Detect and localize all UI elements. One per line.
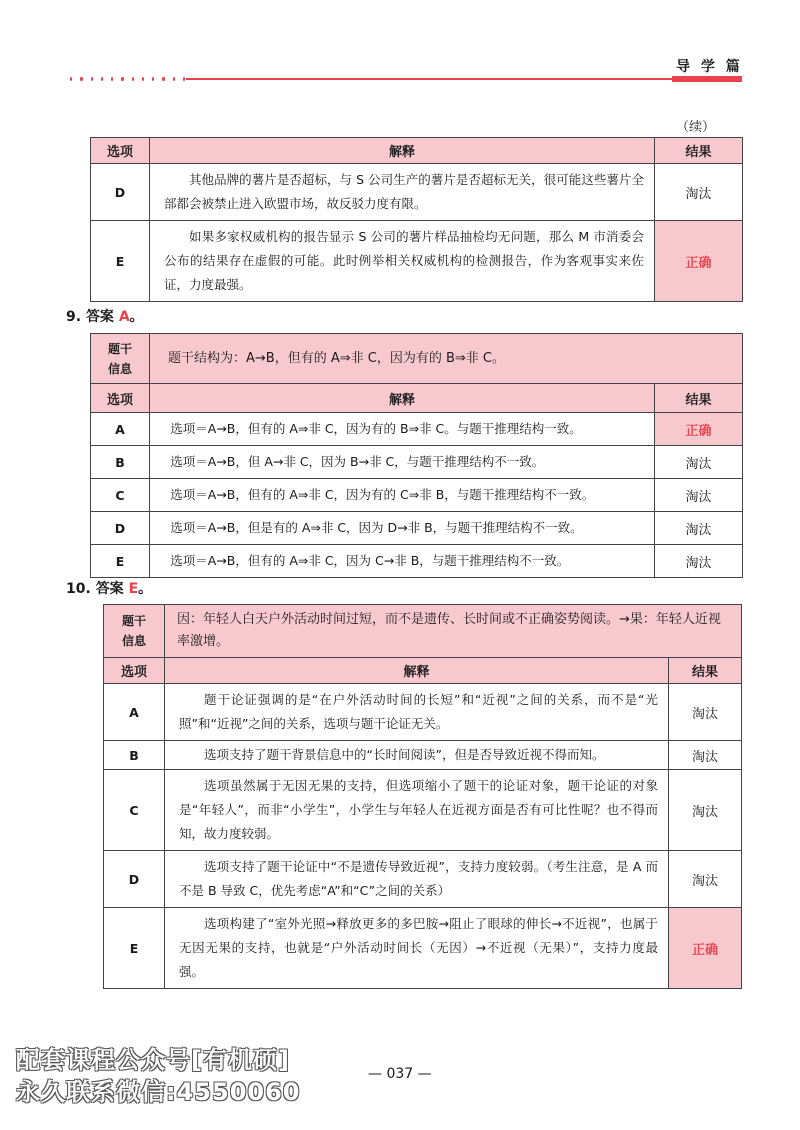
- row-option: E: [91, 221, 150, 302]
- header-rule: [186, 78, 674, 80]
- table-row: [91, 479, 743, 512]
- table-row: [104, 908, 742, 989]
- row-option: A: [91, 413, 150, 446]
- row-option: B: [91, 446, 150, 479]
- row-option: D: [91, 164, 150, 221]
- col-header-explanation: 解释: [165, 658, 669, 684]
- row-result: 淘汰: [655, 479, 743, 512]
- row-explanation: 选项＝A→B，但 A→非 C，因为 B→非 C，与题干推理结构不一致。: [150, 446, 655, 479]
- table-row: [91, 545, 743, 578]
- q9-table: [90, 333, 743, 578]
- q10-suffix: 。: [138, 581, 153, 597]
- table-row: [91, 413, 743, 446]
- stem-row: [91, 334, 743, 384]
- row-explanation: 如果多家权威机构的报告显示 S 公司的薯片样品抽检均无问题，那么 M 市消委会公布的结果存在虚假的可能。此时例举相关权威机构的检测报告，作为客观事实来佐证，力度最强。: [150, 221, 655, 302]
- row-result: 淘汰: [655, 512, 743, 545]
- table-row: [104, 770, 742, 851]
- table-row: [91, 221, 743, 302]
- table-row: [104, 851, 742, 908]
- table-row: [104, 684, 742, 741]
- row-explanation: 选项＝A→B，但有的 A⇒非 C，因为有的 B⇒非 C。与题干推理结构一致。: [150, 413, 655, 446]
- row-explanation: 选项虽然属于无因无果的支持，但选项缩小了题干的论证对象，题干论证的对象是“年轻人”，而非“小学生”，小学生与年轻人在近视方面是否有可比性呢？也不得而知，故力度较弱。: [165, 770, 669, 851]
- row-result-correct: 正确: [669, 908, 742, 989]
- col-header-explanation: 解释: [150, 384, 655, 413]
- row-option: D: [104, 851, 165, 908]
- row-option: B: [104, 741, 165, 770]
- stem-row: [104, 605, 742, 658]
- row-explanation: 选项＝A→B，但有的 A⇒非 C，因为有的 C⇒非 B，与题干推理结构不一致。: [150, 479, 655, 512]
- row-result: 淘汰: [655, 164, 743, 221]
- q10-prefix: 答案: [95, 581, 124, 597]
- table-header-row: [104, 658, 742, 684]
- stem-label: 题干信息: [91, 334, 150, 384]
- col-header-option: 选项: [91, 384, 150, 413]
- row-explanation: 选项支持了题干论证中“不是遗传导致近视”，支持力度较弱。（考生注意，是 A 而不是 B 导致 C，优先考虑“A”和“C”之间的关系）: [165, 851, 669, 908]
- watermark-line-1: 配套课程公众号[有机硕]: [16, 1046, 290, 1074]
- row-result-correct: 正确: [655, 413, 743, 446]
- row-explanation: 选项＝A→B，但是有的 A⇒非 C，因为 D→非 B，与题干推理结构不一致。: [150, 512, 655, 545]
- row-result: 淘汰: [655, 545, 743, 578]
- q9-number: 9.: [66, 309, 82, 325]
- row-option: E: [104, 908, 165, 989]
- col-header-result: 结果: [655, 138, 743, 164]
- stem-text: 题干结构为：A→B，但有的 A⇒非 C，因为有的 B⇒非 C。: [150, 334, 743, 384]
- stem-label: 题干信息: [104, 605, 165, 658]
- row-result: 淘汰: [669, 770, 742, 851]
- row-option: A: [104, 684, 165, 741]
- q10-number: 10.: [66, 581, 91, 597]
- table-row: [104, 741, 742, 770]
- table-header-row: [91, 138, 743, 164]
- q9-suffix: 。: [129, 309, 144, 325]
- row-result: 淘汰: [655, 446, 743, 479]
- page-number: — 037 —: [368, 1066, 432, 1082]
- row-explanation: 选项支持了题干背景信息中的“长时间阅读”，但是否导致近视不得而知。: [165, 741, 669, 770]
- row-explanation: 选项构建了“室外光照→释放更多的多巴胺→阻止了眼球的伸长→不近视”，也属于无因无果的支持，也就是“户外活动时间长（无因）→不近视（无果）”，支持力度最强。: [165, 908, 669, 989]
- col-header-option: 选项: [104, 658, 165, 684]
- header-accent-bar: [672, 76, 742, 82]
- row-result-correct: 正确: [655, 221, 743, 302]
- row-result: 淘汰: [669, 851, 742, 908]
- table-row: [91, 164, 743, 221]
- q10-answer-line: [66, 578, 152, 598]
- q10-table: [103, 604, 742, 989]
- row-explanation: 题干论证强调的是“在户外活动时间的长短”和“近视”之间的关系，而不是“光照”和“近视”之间的关系，选项与题干论证无关。: [165, 684, 669, 741]
- table-header-row: [91, 384, 743, 413]
- table-continued: [90, 137, 743, 302]
- q9-answer: A: [118, 309, 130, 325]
- row-option: D: [91, 512, 150, 545]
- q9-answer-line: [66, 306, 144, 326]
- continued-label: （续）: [676, 120, 716, 135]
- row-option: E: [91, 545, 150, 578]
- row-explanation: 选项＝A→B，但有的 A⇒非 C，因为 C→非 B，与题干推理结构不一致。: [150, 545, 655, 578]
- row-option: C: [91, 479, 150, 512]
- col-header-explanation: 解释: [150, 138, 655, 164]
- row-result: 淘汰: [669, 684, 742, 741]
- table-row: [91, 446, 743, 479]
- col-header-result: 结果: [669, 658, 742, 684]
- row-explanation: 其他品牌的薯片是否超标，与 S 公司生产的薯片是否超标无关，很可能这些薯片全部都会被禁止进入欧盟市场，故反驳力度有限。: [150, 164, 655, 221]
- q10-answer: E: [128, 581, 139, 597]
- table-row: [91, 512, 743, 545]
- page-header-title: 导 学 篇: [676, 59, 743, 75]
- row-option: C: [104, 770, 165, 851]
- watermark-line-2: 永久联系微信:4550060: [16, 1078, 301, 1106]
- col-header-option: 选项: [91, 138, 150, 164]
- col-header-result: 结果: [655, 384, 743, 413]
- stem-text: 因：年轻人白天户外活动时间过短，而不是遗传、长时间或不正确姿势阅读。→果：年轻人近视率激增。: [165, 605, 742, 658]
- q9-prefix: 答案: [85, 309, 114, 325]
- header-dots-decoration: [70, 74, 185, 84]
- row-result: 淘汰: [669, 741, 742, 770]
